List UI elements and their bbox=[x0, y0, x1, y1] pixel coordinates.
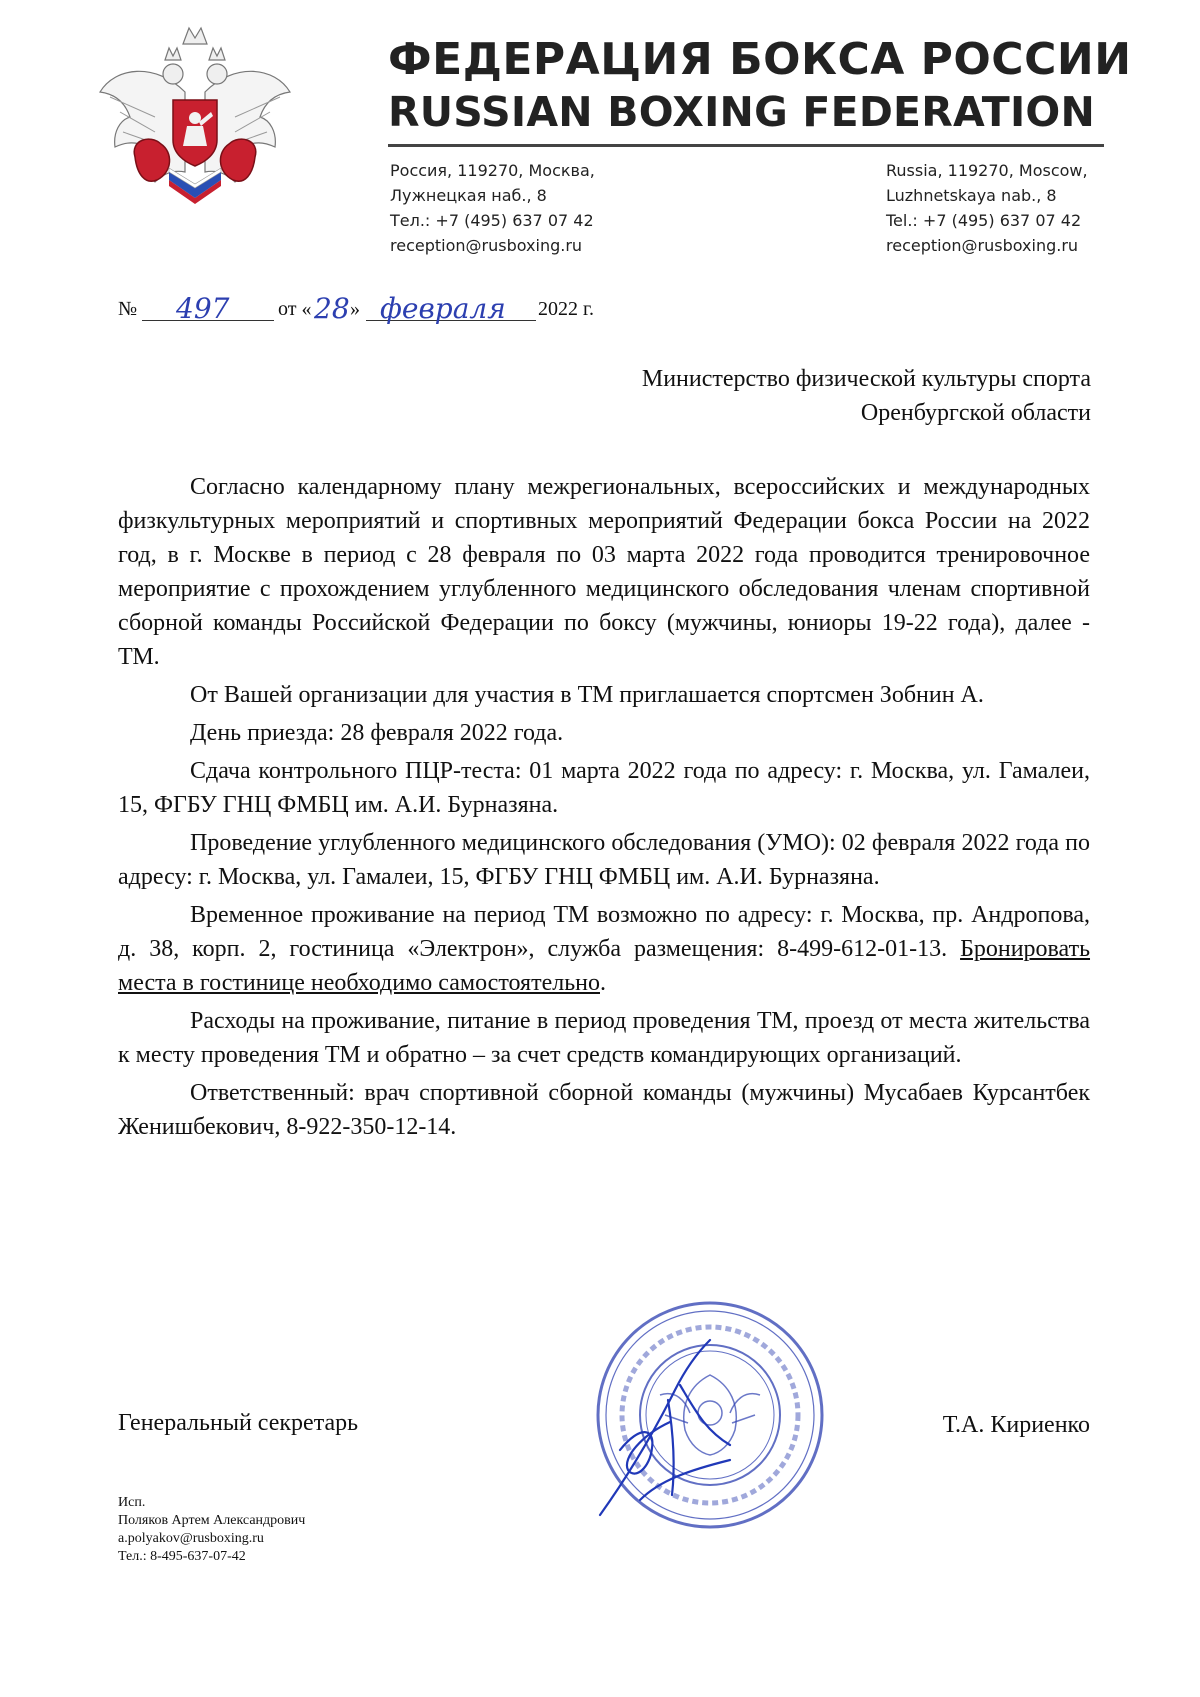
org-name-ru: ФЕДЕРАЦИЯ БОКСА РОССИИ bbox=[388, 34, 1132, 85]
paragraph: Ответственный: врач спортивной сборной команды (мужчины) Мусабаев Курсантбек Женишбекович, 8-922-350-12-14. bbox=[118, 1080, 1090, 1140]
paragraph: Проведение углубленного медицинского обследования (УМО): 02 февраля 2022 года по адресу: г. Москва, ул. Гамалеи, 15, ФГБУ ГНЦ ФМБЦ им. А.И. Бурназяна. bbox=[118, 830, 1090, 890]
underlined-notice: Бронировать места в гостинице необходимо самостоятельно bbox=[118, 936, 1091, 996]
reference-line bbox=[118, 292, 718, 326]
paragraph: Расходы на проживание, питание в период проведения ТМ, проезд от места жительства к месту проведения ТМ и обратно – за счет средств командирующих организаций. bbox=[118, 1008, 1090, 1068]
org-name-en: RUSSIAN BOXING FEDERATION bbox=[388, 88, 1095, 136]
signature-icon bbox=[580, 1330, 750, 1530]
letter-body bbox=[118, 470, 1090, 1148]
paragraph: День приезда: 28 февраля 2022 года. bbox=[190, 720, 564, 746]
year-label: 2022 г. bbox=[538, 298, 594, 320]
executor-block bbox=[118, 1494, 305, 1566]
paragraph bbox=[118, 898, 1090, 1000]
address-line: Лужнецкая наб., 8 bbox=[390, 186, 547, 205]
address-block-en bbox=[886, 158, 1088, 258]
handwritten-day: 28 bbox=[314, 292, 350, 325]
number-label: № bbox=[118, 298, 138, 320]
addressee-line: Оренбургской области bbox=[860, 400, 1091, 426]
address-line: Россия, 119270, Москва, bbox=[390, 161, 595, 180]
addressee-block bbox=[642, 362, 1091, 430]
signatory-name: Т.А. Кириенко bbox=[942, 1412, 1090, 1438]
address-line: Russia, 119270, Moscow, bbox=[886, 161, 1088, 180]
day-close-quote: » bbox=[350, 298, 360, 320]
handwritten-number: 497 bbox=[176, 292, 230, 325]
executor-line: a.polyakov@rusboxing.ru bbox=[118, 1531, 264, 1546]
executor-line: Тел.: 8-495-637-07-42 bbox=[118, 1549, 246, 1564]
email-line: reception@rusboxing.ru bbox=[390, 236, 583, 255]
executor-line: Поляков Артем Александрович bbox=[118, 1513, 306, 1528]
paragraph: Сдача контрольного ПЦР-теста: 01 марта 2022 года по адресу: г. Москва, ул. Гамалеи, 15, ФГБУ ГНЦ ФМБЦ им. А.И. Бурназяна. bbox=[118, 758, 1090, 818]
handwritten-month: февраля bbox=[380, 292, 506, 325]
executor-line: Исп. bbox=[118, 1495, 146, 1510]
paragraph: От Вашей организации для участия в ТМ приглашается спортсмен Зобнин А. bbox=[190, 682, 984, 708]
address-block-ru bbox=[390, 158, 595, 258]
phone-line: Tel.: +7 (495) 637 07 42 bbox=[886, 211, 1082, 230]
paragraph-end: . bbox=[600, 970, 606, 996]
signatory-title: Генеральный секретарь bbox=[118, 1410, 359, 1436]
paragraph: Согласно календарному плану межрегиональных, всероссийских и международных физкультурных мероприятий и спортивных мероприятий Федерации бокса России на 2022 год, в г. Москве в период с 28 февраля по 03 марта 2022 года проводится тренировочное мероприятие с прохождением углубленного медицинского обследования членам спортивной сборной команды Российской Федерации по боксу (мужчины, юниоры 19-22 года), далее - ТМ. bbox=[118, 474, 1090, 670]
email-line: reception@rusboxing.ru bbox=[886, 236, 1079, 255]
paragraph-text: Временное проживание на период ТМ возможно по адресу: г. Москва, пр. Андропова, д. 38, корп. 2, гостиница «Электрон», служба размещения: 8-499-612-01-13. bbox=[118, 902, 1090, 962]
from-label: от « bbox=[278, 298, 312, 320]
eagle-emblem-icon bbox=[95, 22, 295, 222]
address-line: Luzhnetskaya nab., 8 bbox=[886, 186, 1057, 205]
phone-line: Тел.: +7 (495) 637 07 42 bbox=[390, 211, 594, 230]
header-divider bbox=[388, 144, 1104, 147]
addressee-line: Министерство физической культуры спорта bbox=[641, 366, 1091, 392]
